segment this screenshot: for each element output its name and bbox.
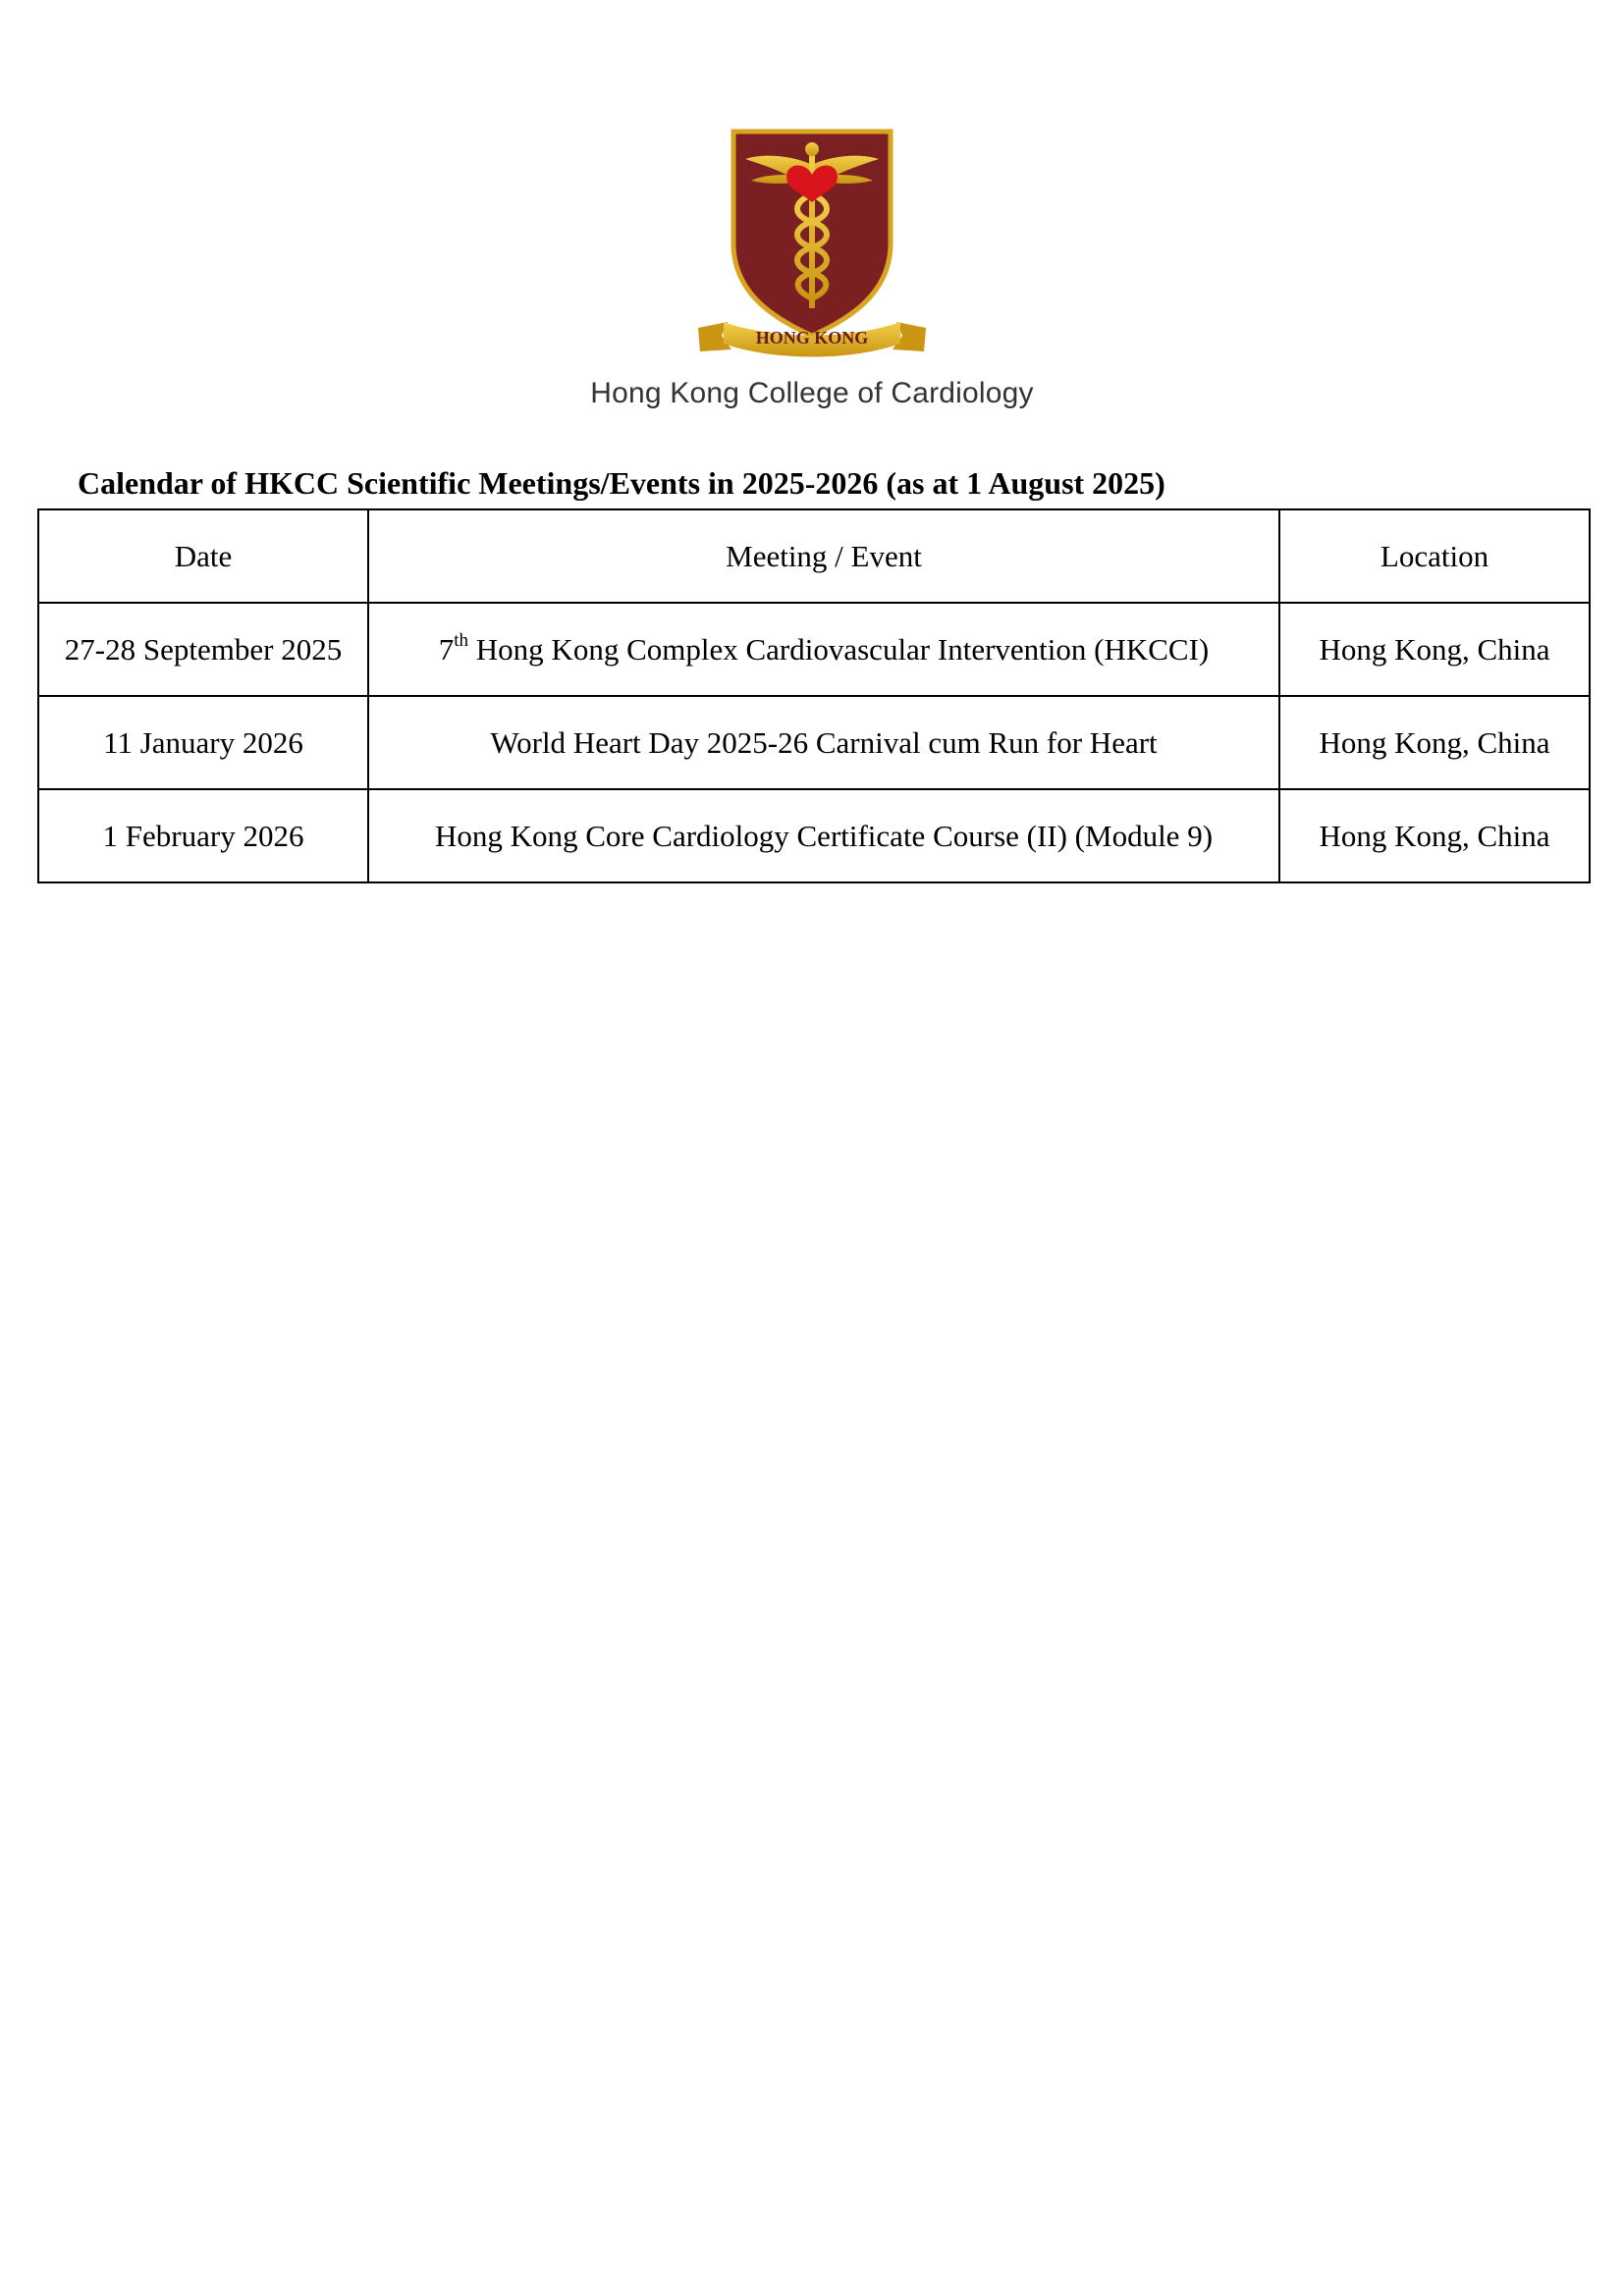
table-row xyxy=(38,789,1590,882)
row-date: 27-28 September 2025 xyxy=(38,603,368,696)
document-title: Calendar of HKCC Scientific Meetings/Events in 2025-2026 (as at 1 August 2025) xyxy=(78,465,1165,501)
row-location: Hong Kong, China xyxy=(1279,789,1590,882)
college-crest-logo xyxy=(684,126,940,371)
college-name: Hong Kong College of Cardiology xyxy=(590,377,1034,409)
table-header-row xyxy=(38,509,1590,603)
event-name: Hong Kong Complex Cardiovascular Intervention (HKCCI) xyxy=(468,631,1210,667)
table-row xyxy=(38,696,1590,789)
header-event: Meeting / Event xyxy=(368,509,1279,603)
header-location: Location xyxy=(1279,509,1590,603)
row-event xyxy=(368,603,1279,696)
row-date: 1 February 2026 xyxy=(38,789,368,882)
row-event: Hong Kong Core Cardiology Certificate Course (II) (Module 9) xyxy=(368,789,1279,882)
row-location: Hong Kong, China xyxy=(1279,603,1590,696)
row-date: 11 January 2026 xyxy=(38,696,368,789)
logo-block xyxy=(0,126,1624,410)
header-date: Date xyxy=(38,509,368,603)
event-ordinal: 7 xyxy=(438,631,455,667)
row-location: Hong Kong, China xyxy=(1279,696,1590,789)
table-row xyxy=(38,603,1590,696)
events-table xyxy=(37,508,1591,883)
logo-banner-text: HONG KONG xyxy=(755,328,869,347)
event-ordinal-suffix: th xyxy=(454,629,469,651)
row-event: World Heart Day 2025-26 Carnival cum Run for Heart xyxy=(368,696,1279,789)
